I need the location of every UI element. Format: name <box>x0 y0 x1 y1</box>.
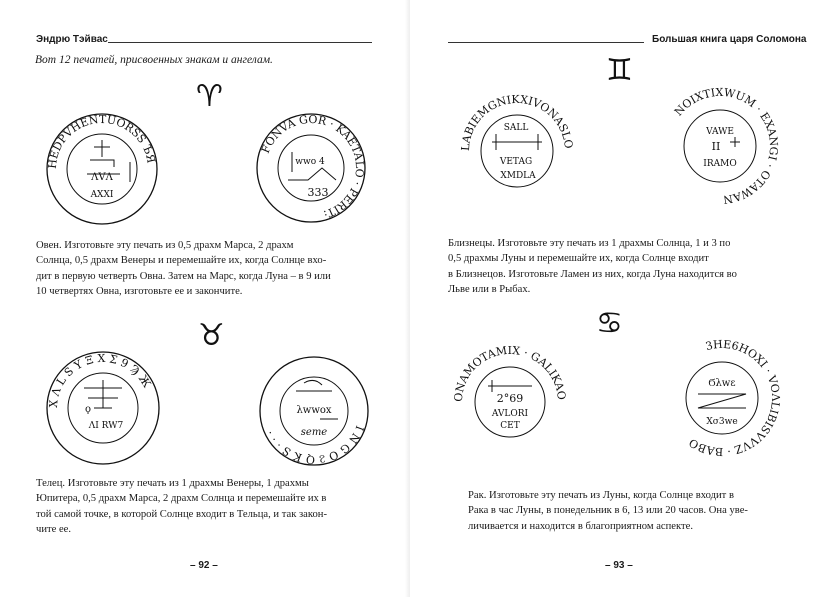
cancer-description <box>468 488 798 534</box>
gemini-line-2: 0,5 драхмы Луны и перемешайте их, когда Солнце входит <box>448 253 709 265</box>
taurus-seal-1-bottom: ΛΙ RW7 <box>88 421 124 431</box>
aries-symbol: ♈ <box>196 79 223 114</box>
aries-line-1: Овен. Изготовьте эту печать из 0,5 драхм Марса, 2 драхм <box>36 240 294 251</box>
cancer-symbol: ♋ <box>596 306 623 341</box>
taurus-seal-1-mid: ϙ <box>84 404 92 415</box>
right-page <box>410 0 819 597</box>
running-head-author: Эндрю Тэйвас <box>36 34 108 45</box>
gemini-seal-2-mid: ΙΙ <box>711 140 721 153</box>
svg-text:X Λ L S Υ Ξ Χ Σ 9 Ϡ Ж <box>47 352 154 408</box>
aries-seal-2-inner: wwo 4 <box>295 157 325 167</box>
taurus-seal-2 <box>256 355 372 467</box>
aries-seal-1-ring: HEDPVHENTUORSS ЪЯ <box>45 112 158 170</box>
taurus-seal-2-inner: λwwox <box>296 405 332 416</box>
cancer-seal-2-ring: 3HE6HOXI · VOΛLIBISVVVZ · BABO <box>686 337 783 459</box>
cancer-seal-1-bottom: CET <box>500 421 520 431</box>
aries-seal-2 <box>252 112 370 224</box>
taurus-line-2: Юпитера, 0,5 драхм Марса, 2 драхм Солнца и перемешайте их в <box>36 493 327 505</box>
taurus-seal-1-ring: X Λ L S Υ Ξ Χ Σ 9 Ϡ Ж <box>46 351 154 409</box>
gemini-seal-2 <box>656 82 784 210</box>
taurus-symbol: ♉ <box>198 318 225 353</box>
aries-seal-2-ring: FONVA GOR · KAETALO · PERIT: <box>258 112 367 222</box>
aries-line-4: 10 четвертях Овна, изготовьте ее и закончите. <box>36 286 243 298</box>
running-head-title: Большая книга царя Соломона <box>652 34 807 45</box>
gemini-line-3: в Близнецов. Изготовьте Ламен из них, когда Луна находится во <box>448 268 737 280</box>
cancer-line-2: Рака в час Луны, в понедельник в 6, 13 или 20 часов. Она уве- <box>468 505 748 517</box>
cancer-line-3: личивается и находится в благоприятном аспекте. <box>468 520 693 532</box>
gemini-seal-2-bottom: IRAMO <box>703 159 737 169</box>
gemini-seal-2-inner: VAWE <box>706 127 734 137</box>
taurus-description <box>36 476 380 538</box>
taurus-seal-2-bottom: seme <box>300 427 328 438</box>
cancer-seal-1-ring: ONAMOTAMIX · GALIKAO <box>451 343 569 403</box>
header-rule <box>108 42 372 43</box>
page-number-right: – 93 – <box>605 560 633 571</box>
gemini-seal-2-ring: NOIXTIXWUM · EXANGI · OTAWAN <box>671 85 781 207</box>
header-rule <box>448 42 644 43</box>
intro-text: Вот 12 печатей, присвоенных знакам и ангелам. <box>35 54 273 66</box>
cancer-seal-2-bottom: Xσ3we <box>706 417 738 427</box>
gemini-seal-1-ring: LABIEMGNIKXIVONASLO <box>458 92 576 152</box>
taurus-seal-2-ring: I N G O Ϩ Q K S · · · <box>263 423 367 467</box>
gemini-seal-1 <box>446 88 588 214</box>
aries-description <box>36 238 380 300</box>
svg-text:3HE6HOXI · VOΛLIBISVVVZ · BABO <box>687 338 782 458</box>
cancer-seal-2-inner: Ϭλwε <box>708 378 736 389</box>
taurus-line-1: Телец. Изготовьте эту печать из 1 драхмы Венеры, 1 драхмы <box>36 478 309 489</box>
page-number-left: – 92 – <box>190 560 218 571</box>
aries-seal-1 <box>42 112 162 226</box>
taurus-line-4: чите ее. <box>36 524 72 536</box>
gemini-line-1: Близнецы. Изготовьте эту печать из 1 драхмы Солнца, 1 и 3 по <box>448 238 731 249</box>
aries-seal-1-mid: ΛVΛ <box>91 172 113 183</box>
svg-text:NOIXTIXWUM · EXANGI · OTAWAN <box>672 86 780 206</box>
aries-line-2: Солнца, 0,5 драхм Венеры и перемешайте их, когда Солнце вхо- <box>36 255 327 267</box>
taurus-line-3: той самой точке, в которой Солнце входит в Тельца, и так закон- <box>36 508 327 520</box>
cancer-seal-1-inner: 2°69 <box>496 392 524 405</box>
gemini-description <box>448 236 792 298</box>
gemini-seal-1-top: SALL <box>503 123 529 133</box>
cancer-seal-1-mid: AVLORI <box>491 409 529 419</box>
gemini-seal-1-bottom: VETAG <box>499 157 533 167</box>
taurus-seal-1 <box>44 350 162 466</box>
gemini-line-4: Льве или в Рыбах. <box>448 284 531 296</box>
gemini-symbol: ♊ <box>606 53 633 88</box>
cancer-line-1: Рак. Изготовьте эту печать из Луны, когда Солнце входит в <box>468 490 734 501</box>
gemini-seal-1-lower: XMDLA <box>500 171 536 181</box>
left-page <box>0 0 409 597</box>
aries-seal-2-bottom: 333 <box>307 186 329 199</box>
aries-seal-1-bottom: AXXI <box>90 190 114 200</box>
aries-line-3: дит в первую четверть Овна. Затем на Марс, когда Луна – в 9 или <box>36 270 331 282</box>
cancer-seal-1 <box>448 340 572 464</box>
cancer-seal-2 <box>658 334 786 462</box>
